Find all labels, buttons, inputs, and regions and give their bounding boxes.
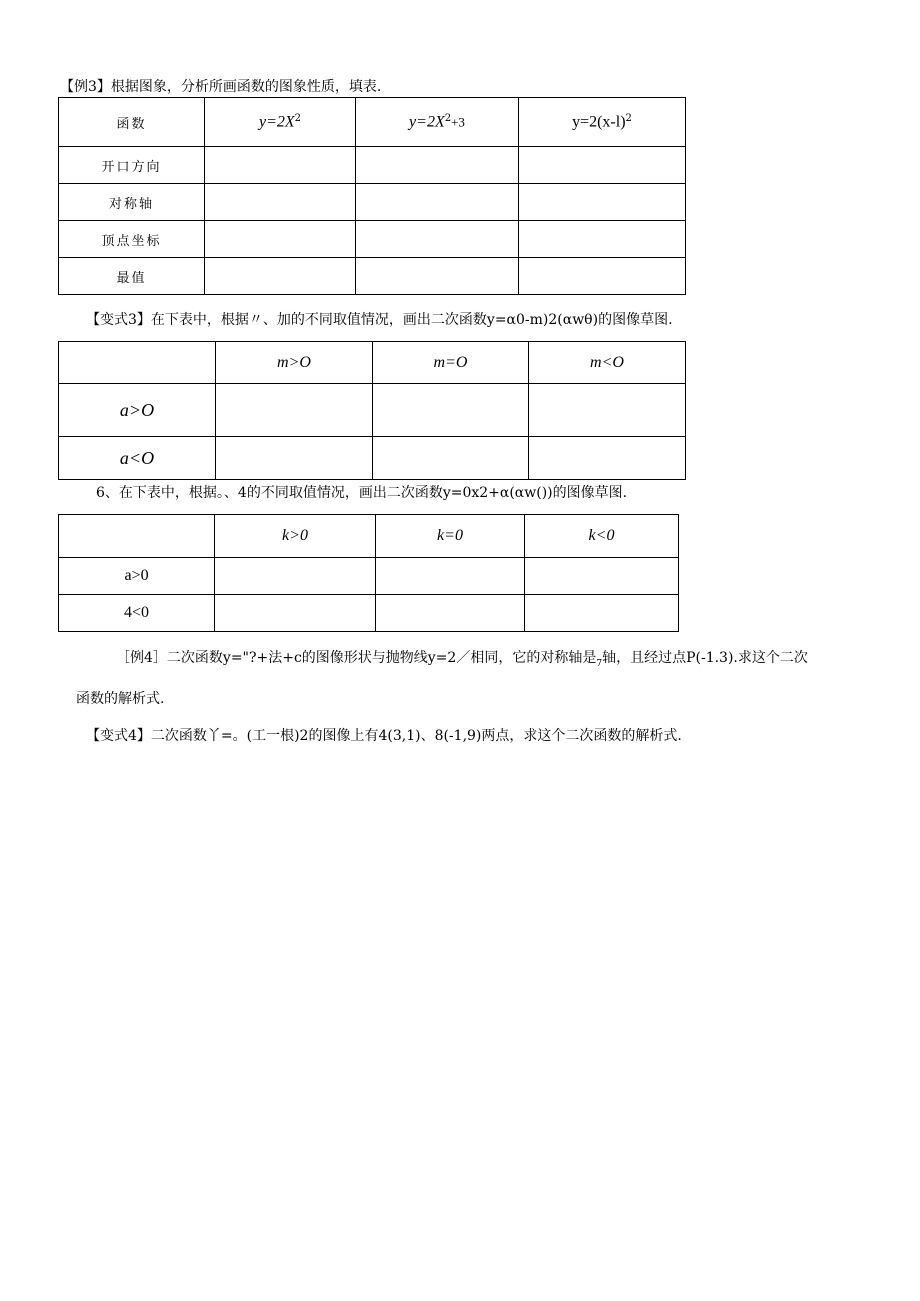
col2-sup: 2 bbox=[444, 112, 452, 124]
item6-table bbox=[58, 514, 679, 632]
sketch-cell[interactable] bbox=[529, 437, 686, 480]
example4-line1-sub: 7 bbox=[596, 658, 603, 669]
col3-sup: 2 bbox=[625, 112, 632, 124]
variant3-table bbox=[58, 341, 686, 480]
example3-col1-header bbox=[205, 98, 356, 147]
answer-cell[interactable] bbox=[356, 147, 519, 184]
sketch-cell[interactable] bbox=[376, 558, 525, 595]
sketch-cell[interactable] bbox=[373, 437, 529, 480]
example3-col3-header bbox=[519, 98, 686, 147]
item6-col-header: k>0 bbox=[215, 515, 376, 558]
answer-cell[interactable] bbox=[205, 258, 356, 295]
row-label-opening: 开口方向 bbox=[59, 147, 205, 184]
answer-cell[interactable] bbox=[519, 221, 686, 258]
answer-cell[interactable] bbox=[205, 147, 356, 184]
sketch-cell[interactable] bbox=[525, 558, 679, 595]
example3-corner-cell: 函数 bbox=[59, 98, 205, 147]
col2-tail: +3 bbox=[451, 114, 465, 130]
answer-cell[interactable] bbox=[519, 147, 686, 184]
col2-base: y=2X bbox=[409, 113, 445, 131]
sketch-cell[interactable] bbox=[373, 384, 529, 437]
sketch-cell[interactable] bbox=[215, 595, 376, 632]
sketch-cell[interactable] bbox=[376, 595, 525, 632]
answer-cell[interactable] bbox=[205, 184, 356, 221]
sketch-cell[interactable] bbox=[215, 558, 376, 595]
answer-cell[interactable] bbox=[356, 184, 519, 221]
item6-row-label: 4<0 bbox=[59, 595, 215, 632]
example4-line2: 函数的解析式. bbox=[76, 691, 165, 707]
sketch-cell[interactable] bbox=[216, 437, 373, 480]
variant4-text: 【变式4】二次函数丫=。(工一根)2的图像上有4(3,1)、8(-1,9)两点，求这个二次函数的解析式. bbox=[86, 728, 682, 744]
answer-cell[interactable] bbox=[356, 221, 519, 258]
variant3-col-header: m>O bbox=[216, 342, 373, 384]
example4-line1-a: ［例4］二次函数y="?+法+c的图像形状与抛物线y=2／相同，它的对称轴是 bbox=[116, 650, 597, 666]
variant3-row-label: a<O bbox=[59, 437, 216, 480]
col1-sup: 2 bbox=[294, 112, 302, 124]
item6-heading: 6、在下表中，根据。、4的不同取值情况，画出二次函数y=0x2+α(αw())的图像草图. bbox=[96, 485, 628, 501]
variant3-heading: 【变式3】在下表中，根据〃、加的不同取值情况，画出二次函数y=α0-m)2(αwθ)的图像草图. bbox=[86, 312, 673, 328]
variant3-col-header: m=O bbox=[373, 342, 529, 384]
variant3-col-header: m<O bbox=[529, 342, 686, 384]
item6-col-header: k=0 bbox=[376, 515, 525, 558]
row-label-axis: 对称轴 bbox=[59, 184, 205, 221]
example4-line1 bbox=[116, 649, 808, 673]
example3-table bbox=[58, 97, 686, 295]
variant3-row-label: a>O bbox=[59, 384, 216, 437]
sketch-cell[interactable] bbox=[216, 384, 373, 437]
answer-cell[interactable] bbox=[519, 184, 686, 221]
answer-cell[interactable] bbox=[519, 258, 686, 295]
item6-row-label: a>0 bbox=[59, 558, 215, 595]
variant3-corner-cell bbox=[59, 342, 216, 384]
answer-cell[interactable] bbox=[205, 221, 356, 258]
row-label-vertex: 顶点坐标 bbox=[59, 221, 205, 258]
col1-base: y=2X bbox=[258, 113, 295, 131]
row-label-extremum: 最值 bbox=[59, 258, 205, 295]
item6-corner-cell bbox=[59, 515, 215, 558]
example4-line1-b: 轴，且经过点P(-1.3).求这个二次 bbox=[602, 650, 808, 666]
example3-heading: 【例3】根据图象，分析所画函数的图象性质，填表. bbox=[60, 79, 382, 95]
example3-col2-header bbox=[356, 98, 519, 147]
sketch-cell[interactable] bbox=[529, 384, 686, 437]
answer-cell[interactable] bbox=[356, 258, 519, 295]
sketch-cell[interactable] bbox=[525, 595, 679, 632]
col3-base: y=2(x-l) bbox=[572, 113, 626, 131]
item6-col-header: k<0 bbox=[525, 515, 679, 558]
